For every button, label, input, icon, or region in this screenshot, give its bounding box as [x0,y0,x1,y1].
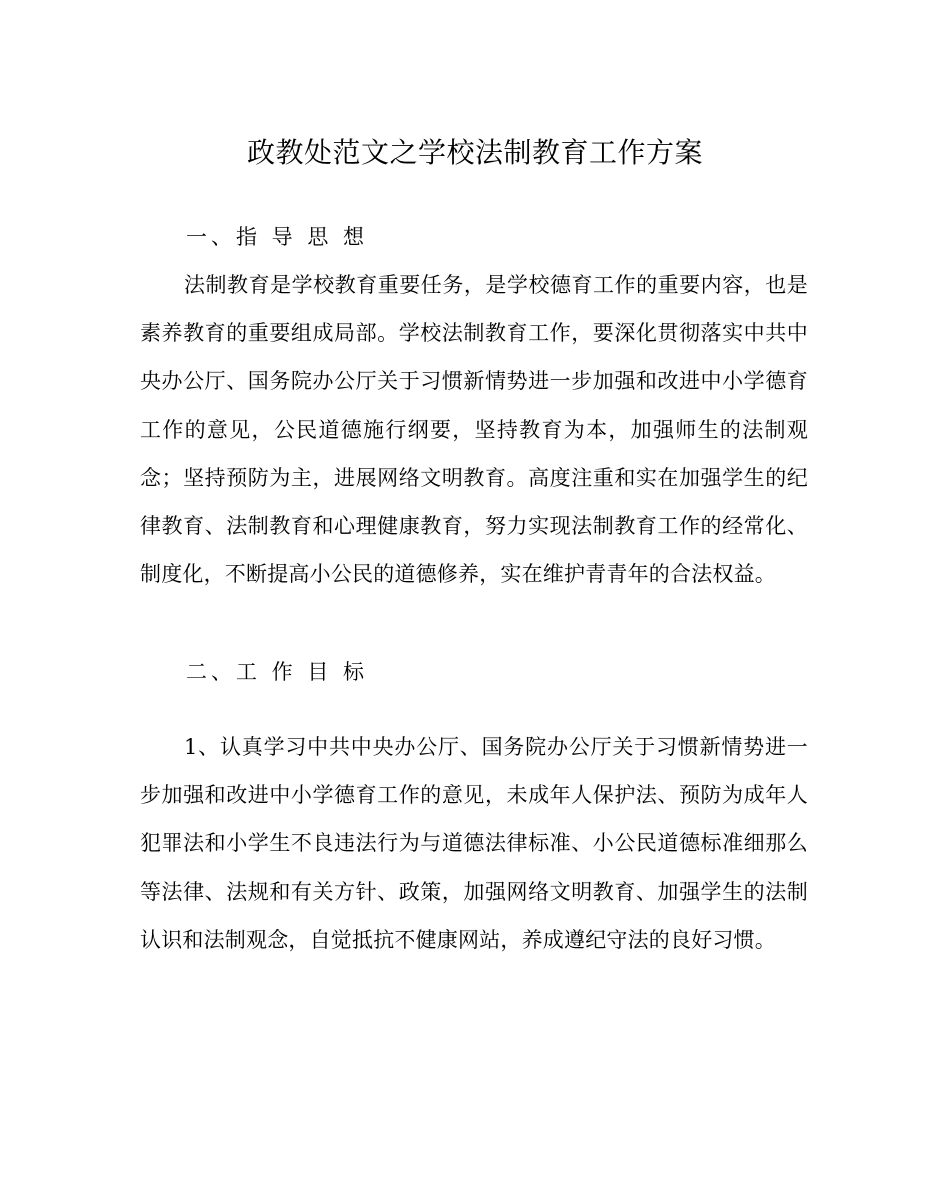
paragraph-guiding-ideology: 法制教育是学校教育重要任务，是学校德育工作的重要内容，也是素养教育的重要组成局部。学校法制教育工作，要深化贯彻落实中共中央办公厅、国务院办公厅关于习惯新情势进一步加强和改进中小学德育工作的意见，公民道德施行纲要，坚持教育为本，加强师生的法制观念；坚持预防为主，进展网络文明教育。高度注重和实在加强学生的纪律教育、法制教育和心理健康教育，努力实现法制教育工作的经常化、制度化，不断提高小公民的道德修养，实在维护青青年的合法权益。 [140,273,808,587]
document-title: 政教处范文之学校法制教育工作方案 [246,136,703,169]
section-heading-work-goals: 二、工 作 目 标 [186,660,369,684]
paragraph-work-goal-1: 1、认真学习中共中央办公厅、国务院办公厅关于习惯新情势进一步加强和改进中小学德育工作的意见，未成年人保护法、预防为成年人犯罪法和小学生不良违法行为与道德法律标准、小公民道德标准细那么等法律、法规和有关方针、政策，加强网络文明教育、加强学生的法制认识和法制观念，自觉抵抗不健康网站，养成遵纪守法的良好习惯。 [140,735,808,952]
section-heading-guiding-ideology: 一、指 导 思 想 [186,225,369,249]
